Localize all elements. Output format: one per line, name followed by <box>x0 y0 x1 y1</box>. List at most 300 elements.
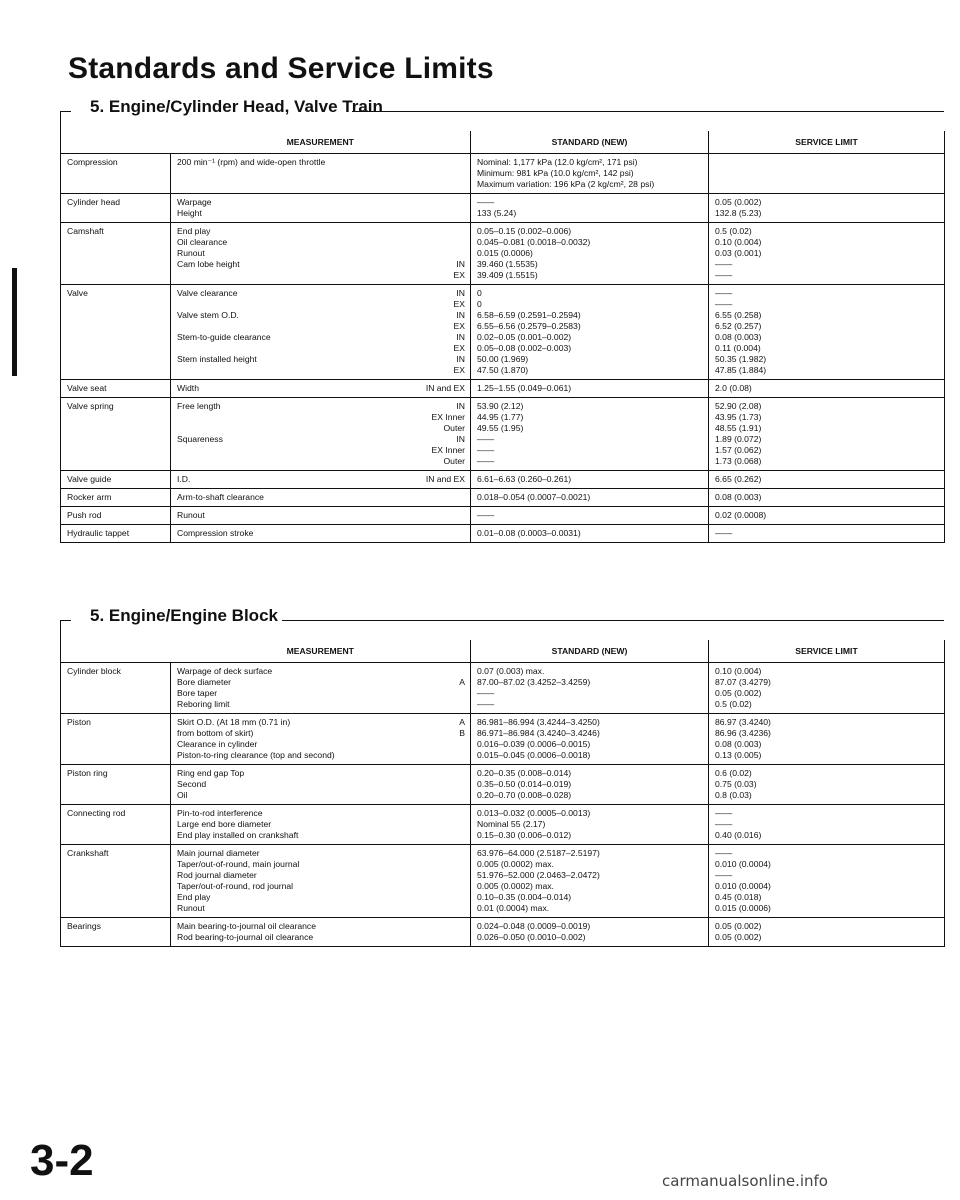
standard-value: 0.015–0.045 (0.0006–0.0018) <box>477 750 591 760</box>
measurement-cell <box>171 507 471 525</box>
measurement-tag <box>459 157 465 168</box>
standard-value: Maximum variation: 196 kPa (2 kg/cm², 28 psi) <box>477 179 655 189</box>
standard-value: —— <box>477 510 495 520</box>
service-limit-value: —— <box>715 270 733 280</box>
col-measurement: MEASUREMENT <box>171 640 471 663</box>
spec-row <box>61 194 945 223</box>
measurement-label: Stem-to-guide clearance <box>177 332 271 342</box>
standard-value: 39.460 (1.5535) <box>477 259 538 269</box>
service-limit-value: 0.05 (0.002) <box>715 921 762 931</box>
measurement-tag <box>459 688 465 699</box>
service-limit-value: 6.55 (0.258) <box>715 310 762 320</box>
service-limit-cell <box>709 398 945 471</box>
measurement-tag <box>459 903 465 914</box>
spec-row <box>61 380 945 398</box>
measurement-label: Stem installed height <box>177 354 257 364</box>
measurement-cell <box>171 471 471 489</box>
component-cell: Push rod <box>61 507 171 525</box>
service-limit-value: 0.5 (0.02) <box>715 226 752 236</box>
standard-cell <box>471 805 709 845</box>
spec-row <box>61 525 945 543</box>
measurement-label: Pin-to-rod interference <box>177 808 263 818</box>
service-limit-cell <box>709 380 945 398</box>
measurement-cell <box>171 154 471 194</box>
measurement-cell <box>171 194 471 223</box>
measurement-cell <box>171 845 471 918</box>
standard-cell <box>471 765 709 805</box>
measurement-tag: B <box>459 728 465 738</box>
spec-row <box>61 805 945 845</box>
service-limit-value: 48.55 (1.91) <box>715 423 762 433</box>
measurement-label: End play <box>177 892 211 902</box>
service-limit-cell <box>709 154 945 194</box>
standard-value: —— <box>477 197 495 207</box>
measurement-line <box>177 288 465 299</box>
measurement-cell <box>171 805 471 845</box>
component-cell: Cylinder head <box>61 194 171 223</box>
measurement-tag <box>459 881 465 892</box>
measurement-line <box>177 688 465 699</box>
measurement-tag <box>459 528 465 539</box>
measurement-tag <box>459 808 465 819</box>
measurement-line <box>177 310 465 321</box>
measurement-label: from bottom of skirt) <box>177 728 254 738</box>
measurement-line <box>177 666 465 677</box>
measurement-cell <box>171 398 471 471</box>
standard-value: 0.01 (0.0004) max. <box>477 903 550 913</box>
standard-value: 1.25–1.55 (0.049–0.061) <box>477 383 572 393</box>
measurement-line <box>177 197 465 208</box>
measurement-cell <box>171 223 471 285</box>
measurement-tag <box>459 208 465 219</box>
spec-row <box>61 663 945 714</box>
measurement-line <box>177 237 465 248</box>
service-limit-value: —— <box>715 299 733 309</box>
service-limit-value: 0.8 (0.03) <box>715 790 752 800</box>
standard-value: Nominal: 1,177 kPa (12.0 kg/cm², 171 psi) <box>477 157 638 167</box>
measurement-label: Cam lobe height <box>177 259 240 269</box>
measurement-label: 200 min⁻¹ (rpm) and wide-open throttle <box>177 157 326 167</box>
service-limit-value: 0.03 (0.001) <box>715 248 762 258</box>
service-limit-value: 0.015 (0.0006) <box>715 903 771 913</box>
spec-row <box>61 765 945 805</box>
measurement-tag: A <box>459 717 465 727</box>
standard-cell <box>471 525 709 543</box>
measurement-tag <box>459 932 465 943</box>
measurement-line <box>177 423 465 434</box>
standard-value: 6.61–6.63 (0.260–0.261) <box>477 474 572 484</box>
measurement-line <box>177 157 465 168</box>
measurement-cell <box>171 525 471 543</box>
service-limit-cell <box>709 765 945 805</box>
standard-value: Minimum: 981 kPa (10.0 kg/cm², 142 psi) <box>477 168 634 178</box>
measurement-label: Height <box>177 208 202 218</box>
service-limit-value: —— <box>715 288 733 298</box>
service-limit-value: 0.11 (0.004) <box>715 343 761 353</box>
standard-cell <box>471 471 709 489</box>
measurement-cell <box>171 918 471 947</box>
measurement-label: Valve clearance <box>177 288 238 298</box>
page-title: Standards and Service Limits <box>68 52 494 85</box>
standard-value: 0.35–0.50 (0.014–0.019) <box>477 779 572 789</box>
standard-value: 86.981–86.994 (3.4244–3.4250) <box>477 717 600 727</box>
service-limit-cell <box>709 805 945 845</box>
measurement-label: Bore taper <box>177 688 218 698</box>
standard-value: 0.02–0.05 (0.001–0.002) <box>477 332 572 342</box>
measurement-label: Valve stem O.D. <box>177 310 239 320</box>
measurement-tag <box>459 492 465 503</box>
service-limit-cell <box>709 525 945 543</box>
measurement-tag <box>459 790 465 801</box>
measurement-tag: Outer <box>443 423 465 433</box>
measurement-line <box>177 492 465 503</box>
col-service-limit: SERVICE LIMIT <box>709 640 945 663</box>
spec-row <box>61 845 945 918</box>
service-limit-value: —— <box>715 870 733 880</box>
measurement-tag <box>459 779 465 790</box>
service-limit-value <box>715 179 939 190</box>
measurement-label: I.D. <box>177 474 191 484</box>
measurement-label: Reboring limit <box>177 699 230 709</box>
standard-cell <box>471 285 709 380</box>
measurement-tag <box>459 768 465 779</box>
measurement-line <box>177 321 465 332</box>
measurement-label: Large end bore diameter <box>177 819 272 829</box>
standard-value: 6.58–6.59 (0.2591–0.2594) <box>477 310 581 320</box>
service-limit-value: 0.010 (0.0004) <box>715 881 771 891</box>
measurement-line <box>177 677 465 688</box>
service-limit-cell <box>709 845 945 918</box>
service-limit-value: 47.85 (1.884) <box>715 365 767 375</box>
measurement-label: Skirt O.D. (At 18 mm (0.71 in) <box>177 717 291 727</box>
service-limit-value: 86.97 (3.4240) <box>715 717 771 727</box>
standard-value: 39.409 (1.5515) <box>477 270 538 280</box>
standard-value: 0.05–0.08 (0.002–0.003) <box>477 343 572 353</box>
measurement-tag <box>459 248 465 259</box>
watermark: carmanualsonline.info <box>662 1172 828 1190</box>
standard-value: 87.00–87.02 (3.4252–3.4259) <box>477 677 591 687</box>
standard-value: 133 (5.24) <box>477 208 517 218</box>
service-limit-value: 52.90 (2.08) <box>715 401 762 411</box>
component-cell: Valve spring <box>61 398 171 471</box>
service-limit-value: 0.45 (0.018) <box>715 892 762 902</box>
measurement-tag <box>459 666 465 677</box>
measurement-line <box>177 270 465 281</box>
standard-cell <box>471 663 709 714</box>
service-limit-value: 0.10 (0.004) <box>715 666 762 676</box>
spec-row <box>61 398 945 471</box>
col-component <box>61 640 171 663</box>
measurement-tag <box>459 848 465 859</box>
standard-cell <box>471 918 709 947</box>
measurement-tag: IN and EX <box>425 474 465 484</box>
measurement-tag <box>459 739 465 750</box>
standard-value: 0.01–0.08 (0.0003–0.0031) <box>477 528 581 538</box>
service-limit-cell <box>709 918 945 947</box>
service-limit-cell <box>709 471 945 489</box>
measurement-label: Taper/out-of-round, main journal <box>177 859 300 869</box>
standard-value: —— <box>477 456 495 466</box>
section-title: 5. Engine/Engine Block <box>90 606 284 626</box>
measurement-label: Taper/out-of-round, rod journal <box>177 881 294 891</box>
measurement-line <box>177 830 465 841</box>
standard-value: 0.10–0.35 (0.004–0.014) <box>477 892 572 902</box>
spec-row <box>61 471 945 489</box>
measurement-tag <box>459 510 465 521</box>
measurement-line <box>177 870 465 881</box>
measurement-label: End play installed on crankshaft <box>177 830 299 840</box>
measurement-label: Main journal diameter <box>177 848 260 858</box>
service-limit-value: 0.08 (0.003) <box>715 332 762 342</box>
standard-value: —— <box>477 445 495 455</box>
standard-value: 0.005 (0.0002) max. <box>477 881 554 891</box>
measurement-tag <box>459 819 465 830</box>
measurement-line <box>177 750 465 761</box>
measurement-label: Runout <box>177 248 205 258</box>
measurement-label: Arm-to-shaft clearance <box>177 492 264 502</box>
standard-value: 63.976–64.000 (2.5187–2.5197) <box>477 848 600 858</box>
section-cylinder-head <box>60 97 944 543</box>
spec-table-engine-block <box>60 640 945 947</box>
measurement-cell <box>171 663 471 714</box>
measurement-line <box>177 445 465 456</box>
component-cell: Crankshaft <box>61 845 171 918</box>
measurement-tag: Outer <box>443 456 465 466</box>
measurement-tag: EX Inner <box>431 445 465 455</box>
component-cell: Camshaft <box>61 223 171 285</box>
measurement-tag: IN <box>456 310 465 320</box>
standard-value: 0.07 (0.003) max. <box>477 666 545 676</box>
service-limit-cell <box>709 489 945 507</box>
measurement-tag <box>459 921 465 932</box>
measurement-tag <box>459 750 465 761</box>
standard-value: 0.013–0.032 (0.0005–0.0013) <box>477 808 591 818</box>
service-limit-value: 0.05 (0.002) <box>715 932 762 942</box>
service-limit-value: —— <box>715 259 733 269</box>
margin-bar <box>12 268 17 376</box>
component-cell: Valve seat <box>61 380 171 398</box>
standard-value: —— <box>477 434 495 444</box>
component-cell: Bearings <box>61 918 171 947</box>
standard-value: 0.026–0.050 (0.0010–0.002) <box>477 932 586 942</box>
component-cell: Compression <box>61 154 171 194</box>
measurement-line <box>177 510 465 521</box>
measurement-label: Second <box>177 779 207 789</box>
measurement-tag: EX <box>453 270 465 280</box>
page-number: 3-2 <box>30 1136 94 1185</box>
measurement-cell <box>171 380 471 398</box>
standard-value: 0.045–0.081 (0.0018–0.0032) <box>477 237 591 247</box>
standard-value: Nominal 55 (2.17) <box>477 819 546 829</box>
measurement-line <box>177 208 465 219</box>
measurement-tag: EX <box>453 343 465 353</box>
measurement-line <box>177 299 465 310</box>
component-cell: Connecting rod <box>61 805 171 845</box>
component-cell: Rocker arm <box>61 489 171 507</box>
standard-value: 47.50 (1.870) <box>477 365 529 375</box>
measurement-tag: IN <box>456 401 465 411</box>
standard-value: 0.20–0.70 (0.008–0.028) <box>477 790 572 800</box>
measurement-line <box>177 365 465 376</box>
measurement-tag <box>459 237 465 248</box>
component-cell: Piston <box>61 714 171 765</box>
service-limit-value: 0.08 (0.003) <box>715 739 762 749</box>
measurement-label: Warpage of deck surface <box>177 666 273 676</box>
measurement-cell <box>171 489 471 507</box>
measurement-tag: IN <box>456 354 465 364</box>
service-limit-value: 132.8 (5.23) <box>715 208 762 218</box>
spec-table-cylinder-head <box>60 131 945 543</box>
measurement-tag <box>459 830 465 841</box>
measurement-tag: EX <box>453 299 465 309</box>
measurement-tag: A <box>459 677 465 687</box>
measurement-line <box>177 528 465 539</box>
standard-value: 86.971–86.984 (3.4240–3.4246) <box>477 728 600 738</box>
measurement-cell <box>171 285 471 380</box>
measurement-line <box>177 848 465 859</box>
measurement-label: Runout <box>177 510 205 520</box>
spec-row <box>61 154 945 194</box>
service-limit-value: 50.35 (1.982) <box>715 354 767 364</box>
component-cell: Valve <box>61 285 171 380</box>
col-standard: STANDARD (NEW) <box>471 131 709 154</box>
measurement-line <box>177 412 465 423</box>
measurement-tag: IN <box>456 288 465 298</box>
service-limit-value: 0.010 (0.0004) <box>715 859 771 869</box>
measurement-tag <box>459 870 465 881</box>
measurement-tag: IN <box>456 259 465 269</box>
measurement-line <box>177 932 465 943</box>
spec-row <box>61 918 945 947</box>
service-limit-value: 0.02 (0.0008) <box>715 510 767 520</box>
measurement-label: Compression stroke <box>177 528 254 538</box>
standard-value: 0.20–0.35 (0.008–0.014) <box>477 768 572 778</box>
standard-value: 53.90 (2.12) <box>477 401 524 411</box>
measurement-line <box>177 717 465 728</box>
measurement-line <box>177 226 465 237</box>
service-limit-value: 1.73 (0.068) <box>715 456 762 466</box>
spec-row <box>61 714 945 765</box>
measurement-tag: IN <box>456 434 465 444</box>
service-limit-value: 0.05 (0.002) <box>715 688 762 698</box>
spec-row <box>61 489 945 507</box>
measurement-line <box>177 354 465 365</box>
standard-cell <box>471 194 709 223</box>
standard-value: 0.005 (0.0002) max. <box>477 859 554 869</box>
measurement-label: Free length <box>177 401 221 411</box>
col-standard: STANDARD (NEW) <box>471 640 709 663</box>
spec-row <box>61 507 945 525</box>
measurement-line <box>177 699 465 710</box>
service-limit-value: —— <box>715 528 733 538</box>
service-limit-value: 1.57 (0.062) <box>715 445 762 455</box>
standard-value: 49.55 (1.95) <box>477 423 524 433</box>
standard-value: 0.15–0.30 (0.006–0.012) <box>477 830 572 840</box>
standard-value: 0.024–0.048 (0.0009–0.0019) <box>477 921 591 931</box>
measurement-label: Rod bearing-to-journal oil clearance <box>177 932 314 942</box>
measurement-tag: EX Inner <box>431 412 465 422</box>
service-limit-cell <box>709 194 945 223</box>
standard-cell <box>471 398 709 471</box>
component-cell: Valve guide <box>61 471 171 489</box>
section-engine-block <box>60 606 944 947</box>
measurement-tag <box>459 859 465 870</box>
service-limit-value: —— <box>715 819 733 829</box>
standard-value: —— <box>477 688 495 698</box>
measurement-line <box>177 903 465 914</box>
measurement-line <box>177 768 465 779</box>
service-limit-value: 0.10 (0.004) <box>715 237 762 247</box>
standard-value: 0.018–0.054 (0.0007–0.0021) <box>477 492 591 502</box>
spec-row <box>61 285 945 380</box>
standard-cell <box>471 845 709 918</box>
service-limit-value <box>715 168 939 179</box>
service-limit-value: 2.0 (0.08) <box>715 383 752 393</box>
measurement-label: Oil clearance <box>177 237 228 247</box>
service-limit-value: 1.89 (0.072) <box>715 434 762 444</box>
standard-cell <box>471 154 709 194</box>
measurement-tag: EX <box>453 365 465 375</box>
measurement-line <box>177 819 465 830</box>
measurement-line <box>177 728 465 739</box>
measurement-label: Main bearing-to-journal oil clearance <box>177 921 317 931</box>
measurement-line <box>177 892 465 903</box>
service-limit-value: 86.96 (3.4236) <box>715 728 771 738</box>
measurement-line <box>177 779 465 790</box>
measurement-line <box>177 790 465 801</box>
measurement-line <box>177 921 465 932</box>
measurement-line <box>177 474 465 485</box>
service-limit-value: —— <box>715 848 733 858</box>
measurement-label: Warpage <box>177 197 212 207</box>
measurement-tag: EX <box>453 321 465 331</box>
standard-cell <box>471 714 709 765</box>
service-limit-cell <box>709 663 945 714</box>
standard-value: 6.55–6.56 (0.2579–0.2583) <box>477 321 581 331</box>
measurement-tag <box>459 699 465 710</box>
component-cell: Hydraulic tappet <box>61 525 171 543</box>
measurement-label: End play <box>177 226 211 236</box>
measurement-line <box>177 739 465 750</box>
service-limit-cell <box>709 507 945 525</box>
service-limit-value: 6.52 (0.257) <box>715 321 762 331</box>
service-limit-value: 0.40 (0.016) <box>715 830 762 840</box>
service-limit-value: 0.75 (0.03) <box>715 779 757 789</box>
measurement-label: Bore diameter <box>177 677 231 687</box>
measurement-line <box>177 881 465 892</box>
standard-cell <box>471 489 709 507</box>
standard-value: —— <box>477 699 495 709</box>
service-limit-value <box>715 157 939 168</box>
service-limit-value: 0.13 (0.005) <box>715 750 762 760</box>
service-limit-cell <box>709 285 945 380</box>
standard-cell <box>471 380 709 398</box>
service-limit-value: 0.6 (0.02) <box>715 768 752 778</box>
standard-value: 0 <box>477 288 482 298</box>
measurement-label: Oil <box>177 790 188 800</box>
service-limit-value: 0.08 (0.003) <box>715 492 762 502</box>
standard-cell <box>471 507 709 525</box>
measurement-line <box>177 259 465 270</box>
measurement-line <box>177 456 465 467</box>
measurement-label: Rod journal diameter <box>177 870 257 880</box>
standard-value: 51.976–52.000 (2.0463–2.0472) <box>477 870 600 880</box>
section-header <box>60 606 944 640</box>
measurement-label: Piston-to-ring clearance (top and second) <box>177 750 335 760</box>
measurement-cell <box>171 714 471 765</box>
col-measurement: MEASUREMENT <box>171 131 471 154</box>
measurement-label: Ring end gap Top <box>177 768 245 778</box>
